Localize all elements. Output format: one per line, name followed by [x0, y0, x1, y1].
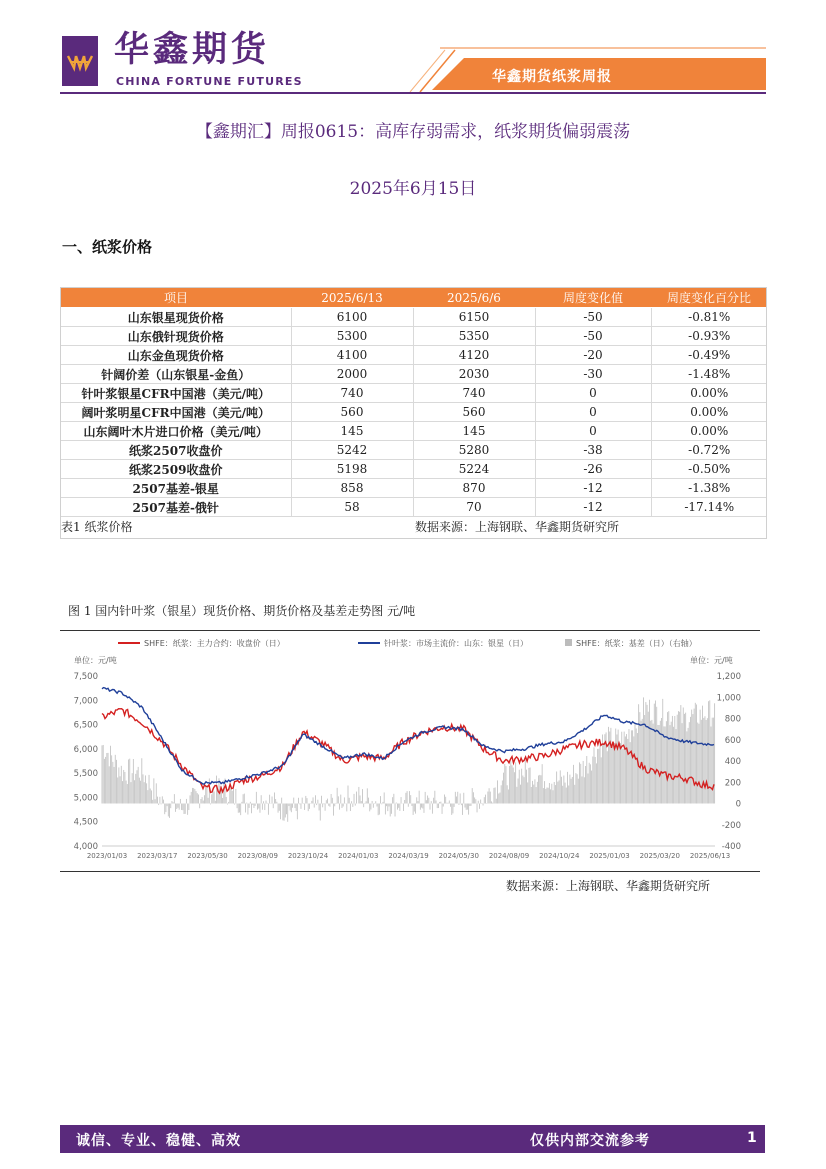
row-label: 山东银星现货价格: [61, 308, 291, 327]
legend-label: 针叶浆：市场主流价：山东：银星（日）: [384, 639, 528, 648]
table-cell: 740: [291, 384, 413, 403]
table-cell: 4120: [413, 346, 535, 365]
legend-label: SHFE：纸浆：基差（日）（右轴）: [576, 639, 697, 648]
table-cell: 145: [413, 422, 535, 441]
table-row: [61, 327, 767, 346]
x-tick-label: 2024/10/24: [539, 852, 580, 860]
table-cell: -0.49%: [651, 346, 767, 365]
table-cell: 6100: [291, 308, 413, 327]
spot-line: [102, 688, 714, 785]
right-tick-label: 0: [735, 799, 741, 810]
table-row: [61, 403, 767, 422]
table-row: [61, 498, 767, 517]
footer-motto: 诚信、专业、稳健、高效: [76, 1133, 241, 1149]
table-cell: 5280: [413, 441, 535, 460]
table-cell: -17.14%: [651, 498, 767, 517]
table-cell: 58: [291, 498, 413, 517]
figure-source: 数据来源：上海钢联、华鑫期货研究所: [506, 879, 711, 893]
table-row: [61, 365, 767, 384]
right-tick-label: -200: [721, 820, 741, 831]
table-cell: 0.00%: [651, 403, 767, 422]
table-cell: 2030: [413, 365, 535, 384]
table-cell: -0.81%: [651, 308, 767, 327]
right-tick-label: 1,000: [716, 693, 741, 704]
col-header: 项目: [61, 288, 291, 308]
right-tick-label: -400: [721, 842, 741, 852]
right-tick-label: 600: [724, 735, 741, 746]
x-tick-label: 2024/08/09: [488, 852, 530, 860]
futures-line: [102, 709, 714, 794]
table-cell: 5242: [291, 441, 413, 460]
table-cell: 0: [535, 422, 651, 441]
table-row: [61, 441, 767, 460]
x-tick-label: 2023/01/03: [86, 852, 128, 860]
left-tick-label: 6,500: [73, 720, 98, 731]
col-header: 周度变化值: [535, 288, 651, 308]
section-heading: 一、纸浆价格: [62, 238, 153, 256]
table-cell: 2000: [291, 365, 413, 384]
brand-name-cn: 华鑫期货: [114, 30, 271, 70]
table-cell: -0.72%: [651, 441, 767, 460]
legend-swatch: [565, 639, 572, 646]
row-label: 2507基差-银星: [61, 479, 291, 498]
left-tick-label: 4,000: [73, 842, 98, 852]
table-cell: -12: [535, 498, 651, 517]
table-cell: -0.50%: [651, 460, 767, 479]
col-header: 2025/6/13: [291, 288, 413, 308]
table-cell: 0: [535, 403, 651, 422]
table-cell: 6150: [413, 308, 535, 327]
right-tick-label: 400: [724, 757, 741, 767]
table-cell: -30: [535, 365, 651, 384]
row-label: 纸浆2507收盘价: [61, 441, 291, 460]
row-label: 纸浆2509收盘价: [61, 460, 291, 479]
report-title: 【鑫期汇】周报0615：高库存弱需求，纸浆期货偏弱震荡: [195, 122, 631, 142]
price-basis-chart: [60, 632, 760, 870]
x-tick-label: 2024/01/03: [338, 852, 379, 860]
table-cell: -50: [535, 327, 651, 346]
row-label: 山东阔叶木片进口价格（美元/吨）: [61, 422, 291, 441]
table-footer-row: [61, 517, 767, 536]
table-cell: 858: [291, 479, 413, 498]
table-cell: 0: [535, 384, 651, 403]
x-tick-label: 2025/06/13: [689, 852, 731, 860]
table-cell: -12: [535, 479, 651, 498]
figure-top-rule: [60, 630, 760, 631]
x-tick-label: 2024/03/19: [388, 852, 429, 860]
report-date: 2025年6月15日: [349, 179, 477, 199]
page-number: 1: [747, 1130, 757, 1146]
x-tick-label: 2023/05/30: [187, 852, 228, 860]
x-tick-label: 2024/05/30: [438, 852, 479, 860]
x-tick-label: 2025/03/20: [639, 852, 680, 860]
right-axis-unit: 单位：元/吨: [690, 656, 733, 665]
table-cell: 740: [413, 384, 535, 403]
table-cell: 145: [291, 422, 413, 441]
table-cell: 5224: [413, 460, 535, 479]
table-cell: -0.93%: [651, 327, 767, 346]
table-row: [61, 479, 767, 498]
table-cell: -20: [535, 346, 651, 365]
table-row: [61, 308, 767, 327]
table-cell: -50: [535, 308, 651, 327]
x-tick-label: 2023/08/09: [237, 852, 278, 860]
right-tick-label: 800: [724, 714, 741, 725]
table-cell: 0.00%: [651, 422, 767, 441]
right-tick-label: 1,200: [716, 672, 741, 682]
table-cell: 70: [413, 498, 535, 517]
left-tick-label: 4,500: [73, 817, 98, 828]
table-cell: -38: [535, 441, 651, 460]
left-tick-label: 5,000: [73, 793, 98, 804]
left-tick-label: 7,500: [73, 672, 98, 682]
table-cell: 5350: [413, 327, 535, 346]
row-label: 山东俄针现货价格: [61, 327, 291, 346]
legend-label: SHFE：纸浆：主力合约：收盘价（日）: [144, 639, 285, 648]
row-label: 阔叶浆明星CFR中国港（美元/吨）: [61, 403, 291, 422]
table-row: [61, 422, 767, 441]
chart-legend: [118, 638, 697, 648]
col-header: 周度变化百分比: [651, 288, 767, 308]
basis-bars: [102, 697, 715, 821]
brand-name-en: CHINA FORTUNE FUTURES: [116, 75, 303, 88]
row-label: 针叶浆银星CFR中国港（美元/吨）: [61, 384, 291, 403]
row-label: 针阔价差（山东银星-金鱼）: [61, 365, 291, 384]
brand-logo: [62, 36, 98, 86]
table-cell: 560: [291, 403, 413, 422]
table-cell: -1.38%: [651, 479, 767, 498]
table-caption: 表1 纸浆价格: [61, 519, 133, 534]
left-tick-label: 5,500: [73, 769, 98, 780]
table-cell: 870: [413, 479, 535, 498]
row-label: 2507基差-俄针: [61, 498, 291, 517]
figure-caption: 图 1 国内针叶浆（银星）现货价格、期货价格及基差走势图 元/吨: [68, 604, 416, 618]
table-row: [61, 384, 767, 403]
table-cell: 4100: [291, 346, 413, 365]
figure-bottom-rule: [60, 871, 760, 872]
table-cell: 560: [413, 403, 535, 422]
left-axis-unit: 单位：元/吨: [74, 656, 117, 665]
table-row: [61, 460, 767, 479]
table-cell: 0.00%: [651, 384, 767, 403]
left-tick-label: 6,000: [73, 744, 98, 755]
table-cell: -26: [535, 460, 651, 479]
right-tick-label: 200: [724, 778, 741, 789]
row-label: 山东金鱼现货价格: [61, 346, 291, 365]
price-lines: [102, 688, 714, 794]
table-cell: 5198: [291, 460, 413, 479]
x-tick-label: 2023/10/24: [287, 852, 329, 860]
table-cell: -1.48%: [651, 365, 767, 384]
x-tick-label: 2025/01/03: [589, 852, 630, 860]
table-cell: 5300: [291, 327, 413, 346]
footer-disclaimer: 仅供内部交流参考: [530, 1133, 650, 1149]
table-source: 数据来源：上海钢联、华鑫期货研究所: [415, 519, 620, 534]
table-header-row: [61, 288, 767, 308]
col-header: 2025/6/6: [413, 288, 535, 308]
report-type-label: 华鑫期货纸浆周报: [492, 69, 612, 85]
table-row: [61, 346, 767, 365]
x-tick-label: 2023/03/17: [137, 852, 178, 860]
left-tick-label: 7,000: [73, 696, 98, 707]
pulp-price-table: [61, 287, 767, 535]
